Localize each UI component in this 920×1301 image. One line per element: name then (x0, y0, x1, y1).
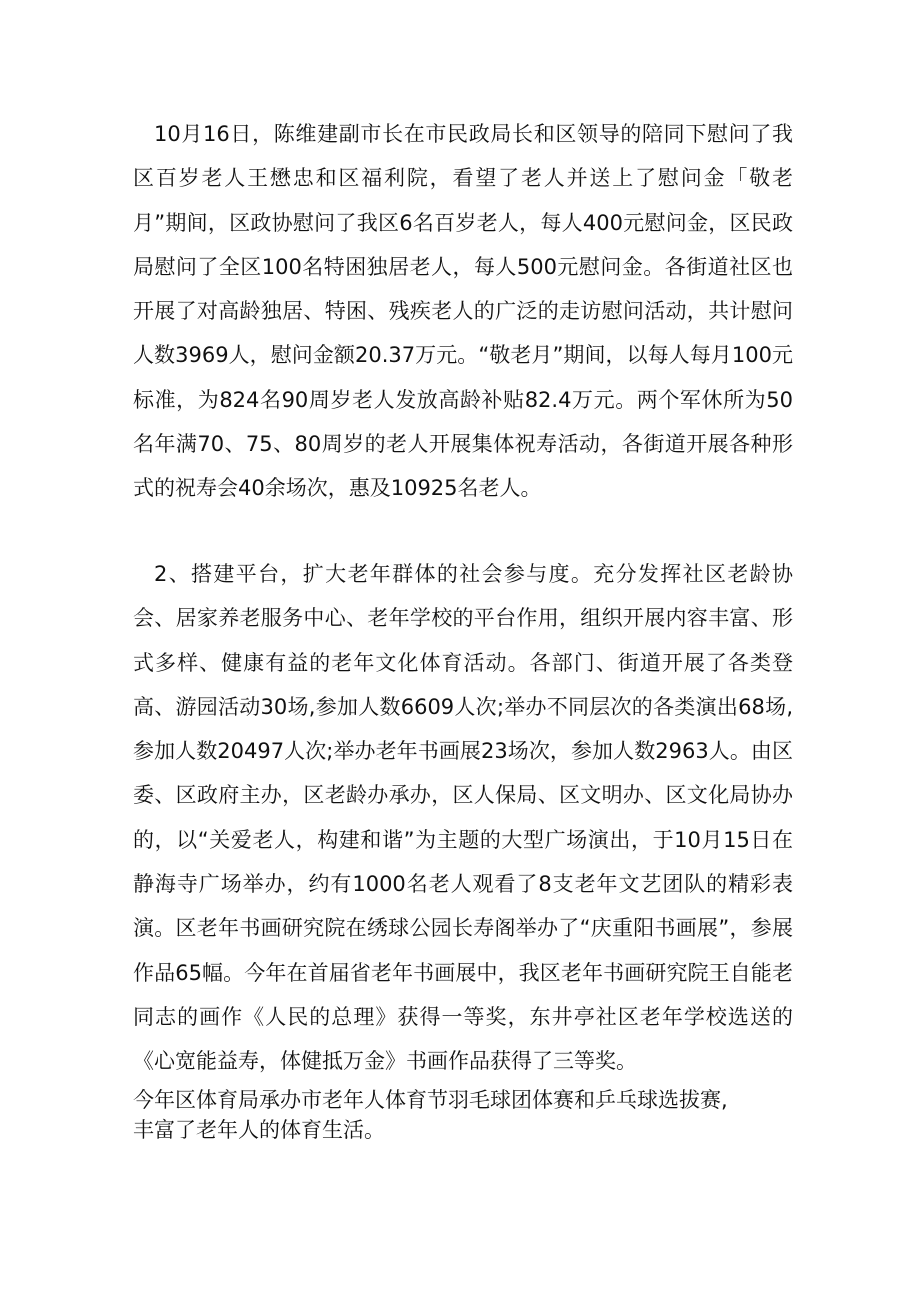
paragraph-respect-elderly-month: 10月16日，陈维建副市长在市民政局长和区领导的陪同下慰问了我区百岁老人王懋忠和区福利院，看望了老人并送上了慰问金「敬老月”期间，区政协慰问了我区6名百岁老人，每人400元慰问金，区民政局慰问了全区100名特困独居老人，每人500元慰问金。各街道社区也开展了对高龄独居、特困、残疾老人的广泛的走访慰问活动，共计慰问人数3969人，慰问金额20.37万元。“敬老月”期间，以每人每月100元标准，为824名90周岁老人发放高龄补贴82.4万元。两个军休所为50名年满70、75、80周岁的老人开展集体祝寿活动，各街道开展各种形式的祝寿会40余场次，惠及10925名老人。 (133, 122, 793, 501)
paragraph-sports-line-1: 今年区体育局承办市老年人体育节羽毛球团体赛和乒乓球选拔赛, (133, 1088, 728, 1112)
paragraph-social-participation: 2、搭建平台，扩大老年群体的社会参与度。充分发挥社区老龄协会、居家养老服务中心、老年学校的平台作用，组织开展内容丰富、形式多样、健康有益的老年文化体育活动。各部门、街道开展了各类登高、游园活动30场,参加人数6609人次;举办不同层次的各类演出68场,参加人数20497人次;举办老年书画展23场次，参加人数2963人。由区委、区政府主办，区老龄办承办，区人保局、区文明办、区文化局协办的，以“关爱老人，构建和谐”为主题的大型广场演出，于10月15日在静海寺广场举办，约有1000名老人观看了8支老年文艺团队的精彩表演。区老年书画研究院在绣球公园长寿阁举办了“庆重阳书画展”，参展作品65幅。今年在首届省老年书画展中，我区老年书画研究院王自能老同志的画作《人民的总理》获得一等奖，东井亭社区老年学校选送的《心宽能益寿，体健抵万金》书画作品获得了三等奖。 (133, 562, 793, 1074)
paragraph-sports-line-2: 丰富了老年人的体育生活。 (133, 1118, 385, 1142)
